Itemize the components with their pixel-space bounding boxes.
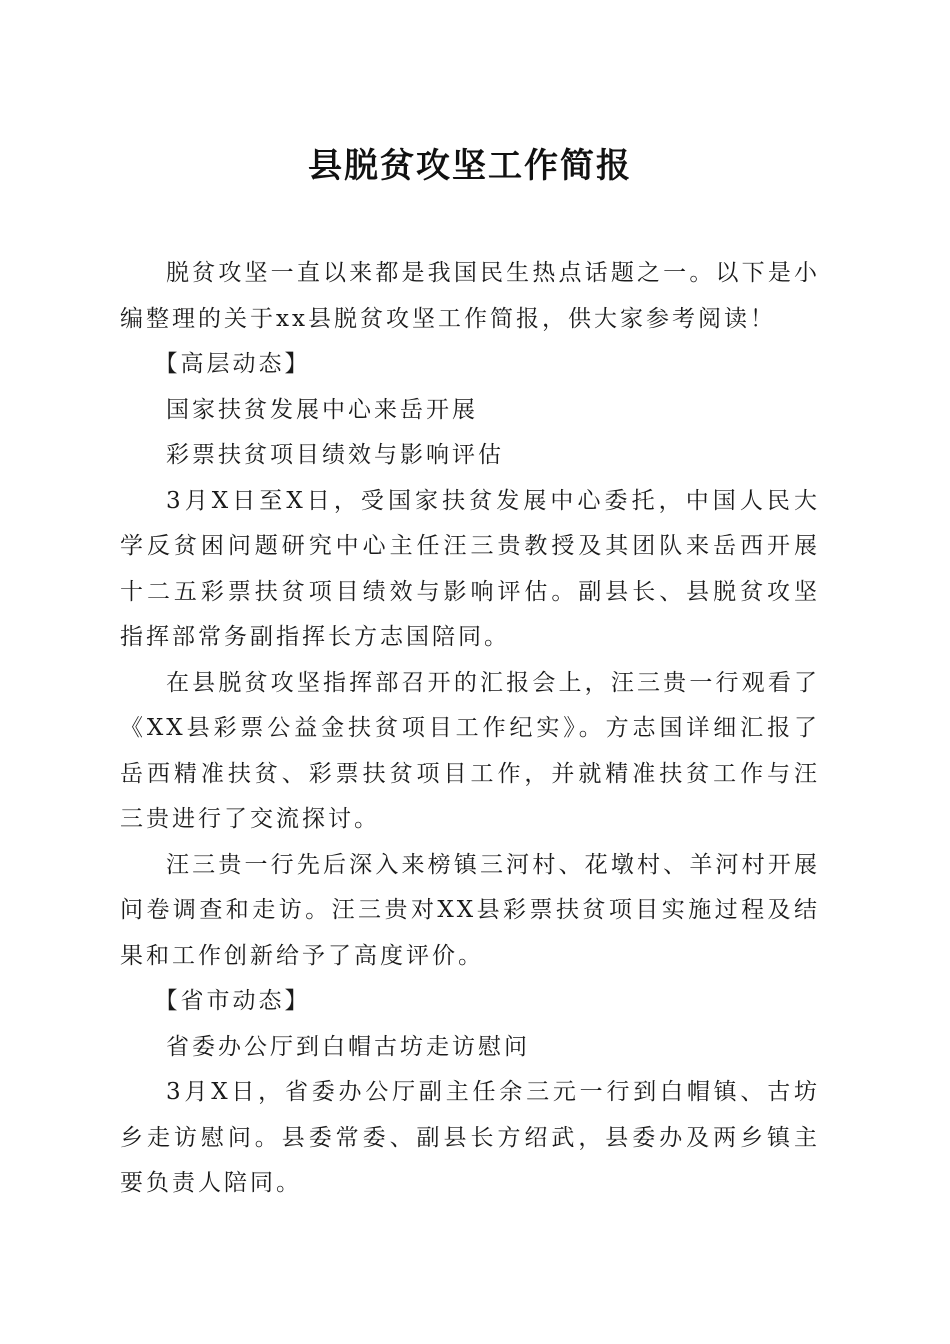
body-paragraph: 3月X日至X日，受国家扶贫发展中心委托，中国人民大学反贫困问题研究中心主任汪三贵教授及其团队来岳西开展十二五彩票扶贫项目绩效与影响评估。副县长、县脱贫攻坚指挥部常务副指挥长方志国陪同。 [120, 487, 820, 650]
body-paragraph: 在县脱贫攻坚指挥部召开的汇报会上，汪三贵一行观看了《XX县彩票公益金扶贫项目工作纪实》。方志国详细汇报了岳西精准扶贫、彩票扶贫项目工作，并就精准扶贫工作与汪三贵进行了交流探讨。 [120, 669, 820, 832]
body-paragraph: 3月X日，省委办公厅副主任余三元一行到白帽镇、古坊乡走访慰问。县委常委、副县长方绍武，县委办及两乡镇主要负责人陪同。 [120, 1079, 820, 1196]
body-paragraph: 汪三贵一行先后深入来榜镇三河村、花墩村、羊河村开展问卷调查和走访。汪三贵对XX县彩票扶贫项目实施过程及结果和工作创新给予了高度评价。 [120, 851, 820, 969]
news-headline-line-1: 国家扶贫发展中心来岳开展 [166, 396, 478, 423]
intro-paragraph: 脱贫攻坚一直以来都是我国民生热点话题之一。以下是小编整理的关于xx县脱贫攻坚工作简报，供大家参考阅读！ [120, 260, 820, 332]
news-headline: 省委办公厅到白帽古坊走访慰问 [166, 1033, 530, 1060]
section-heading-high-level: 【高层动态】 [154, 351, 311, 377]
document-title: 县脱贫攻坚工作简报 [308, 146, 632, 186]
section-heading-provincial: 【省市动态】 [154, 988, 311, 1014]
document-body [120, 251, 820, 1207]
news-headline-line-2: 彩票扶贫项目绩效与影响评估 [166, 442, 504, 468]
